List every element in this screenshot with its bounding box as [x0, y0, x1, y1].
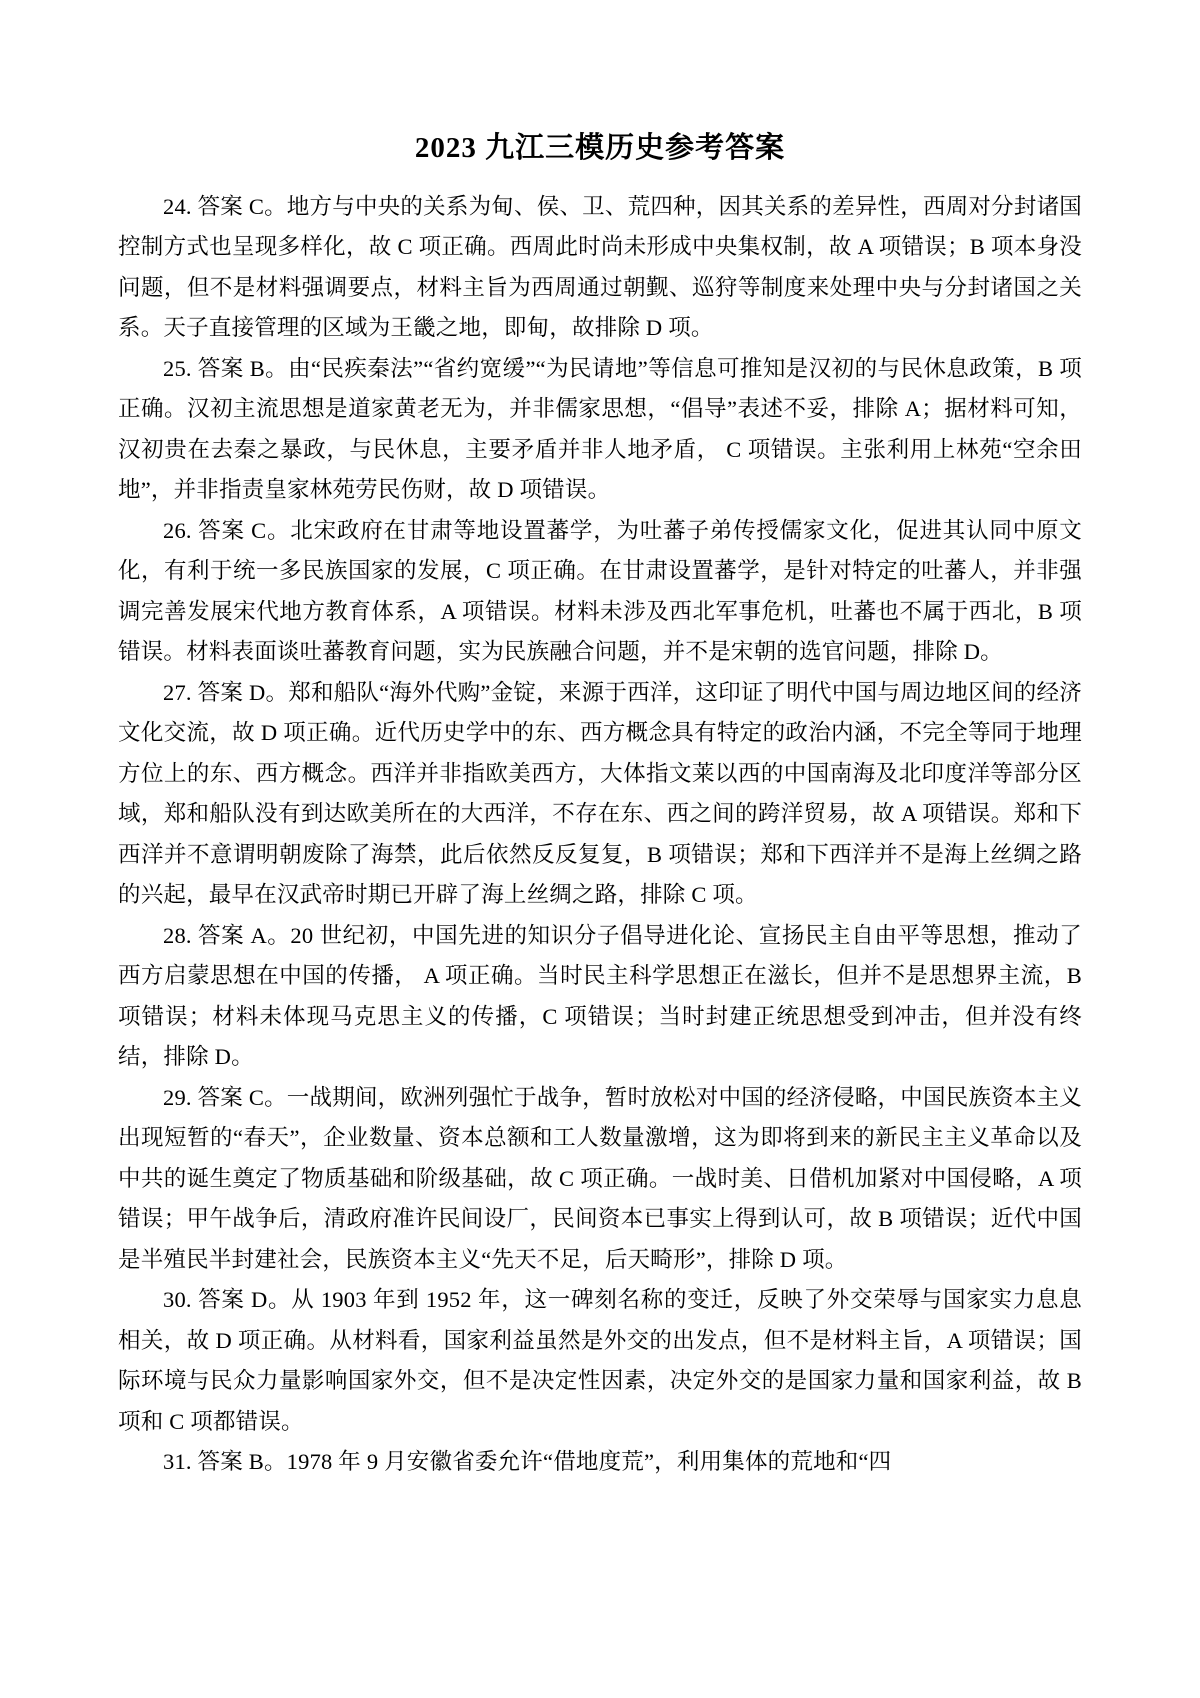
answer-paragraph-30: 30. 答案 D。从 1903 年到 1952 年，这一碑刻名称的变迁，反映了外交荣辱与国家实力息息相关，故 D 项正确。从材料看，国家利益虽然是外交的出发点，但不是材料主旨，A 项错误；国际环境与民众力量影响国家外交，但不是决定性因素，决定外交的是国家力量和国家利益，故 B 项和 C 项都错误。	[118, 1287, 1082, 1434]
answer-paragraph-25: 25. 答案 B。由“民疾秦法”“省约宽缓”“为民请地”等信息可推知是汉初的与民休息政策，B 项正确。汉初主流思想是道家黄老无为，并非儒家思想，“倡导”表述不妥，排除 A；据材料可知，汉初贵在去秦之暴政，与民休息，主要矛盾并非人地矛盾， C 项错误。主张利用上林苑“空余田地”，并非指责皇家林苑劳民伤财，故 D 项错误。	[118, 355, 1082, 503]
page-title: 2023 九江三模历史参考答案	[414, 132, 786, 164]
answer-paragraph-31: 31. 答案 B。1978 年 9 月安徽省委允许“借地度荒”，利用集体的荒地和“四	[163, 1449, 892, 1475]
answer-list	[118, 187, 1082, 1483]
answer-paragraph-24: 24. 答案 C。地方与中央的关系为甸、侯、卫、荒四种，因其关系的差异性，西周对分封诸国控制方式也呈现多样化，故 C 项正确。西周此时尚未形成中央集权制，故 A 项错误；B 项本身没问题，但不是材料强调要点，材料主旨为西周通过朝觐、巡狩等制度来处理中央与分封诸国之关系。天子直接管理的区域为王畿之地，即甸，故排除 D 项。	[118, 193, 1082, 341]
answer-paragraph-28: 28. 答案 A。20 世纪初，中国先进的知识分子倡导进化论、宣扬民主自由平等思想，推动了西方启蒙思想在中国的传播， A 项正确。当时民主科学思想正在滋长，但并不是思想界主流，B 项错误；材料未体现马克思主义的传播，C 项错误；当时封建正统思想受到冲击，但并没有终结，排除 D。	[118, 922, 1082, 1070]
answer-paragraph-27: 27. 答案 D。郑和船队“海外代购”金锭，来源于西洋，这印证了明代中国与周边地区间的经济文化交流，故 D 项正确。近代历史学中的东、西方概念具有特定的政治内涵，不完全等同于地理方位上的东、西方概念。西洋并非指欧美西方，大体指文莱以西的中国南海及北印度洋等部分区域，郑和船队没有到达欧美所在的大西洋，不存在东、西之间的跨洋贸易，故 A 项错误。郑和下西洋并不意谓明朝废除了海禁，此后依然反反复复，B 项错误；郑和下西洋并不是海上丝绸之路的兴起，最早在汉武帝时期已开辟了海上丝绸之路，排除 C 项。	[118, 679, 1082, 908]
answer-paragraph-29: 29. 答案 C。一战期间，欧洲列强忙于战争，暂时放松对中国的经济侵略，中国民族资本主义出现短暂的“春天”，企业数量、资本总额和工人数量激增，这为即将到来的新民主主义革命以及中共的诞生奠定了物质基础和阶级基础，故 C 项正确。一战时美、日借机加紧对中国侵略，A 项错误；甲午战争后，清政府准许民间设厂，民间资本已事实上得到认可，故 B 项错误；近代中国是半殖民半封建社会，民族资本主义“先天不足，后天畸形”，排除 D 项。	[118, 1084, 1082, 1272]
answer-paragraph-26: 26. 答案 C。北宋政府在甘肃等地设置蕃学，为吐蕃子弟传授儒家文化，促进其认同中原文化，有利于统一多民族国家的发展，C 项正确。在甘肃设置蕃学，是针对特定的吐蕃人，并非强调完善发展宋代地方教育体系，A 项错误。材料未涉及西北军事危机，吐蕃也不属于西北，B 项错误。材料表面谈吐蕃教育问题，实为民族融合问题，并不是宋朝的选官问题，排除 D。	[118, 517, 1082, 665]
